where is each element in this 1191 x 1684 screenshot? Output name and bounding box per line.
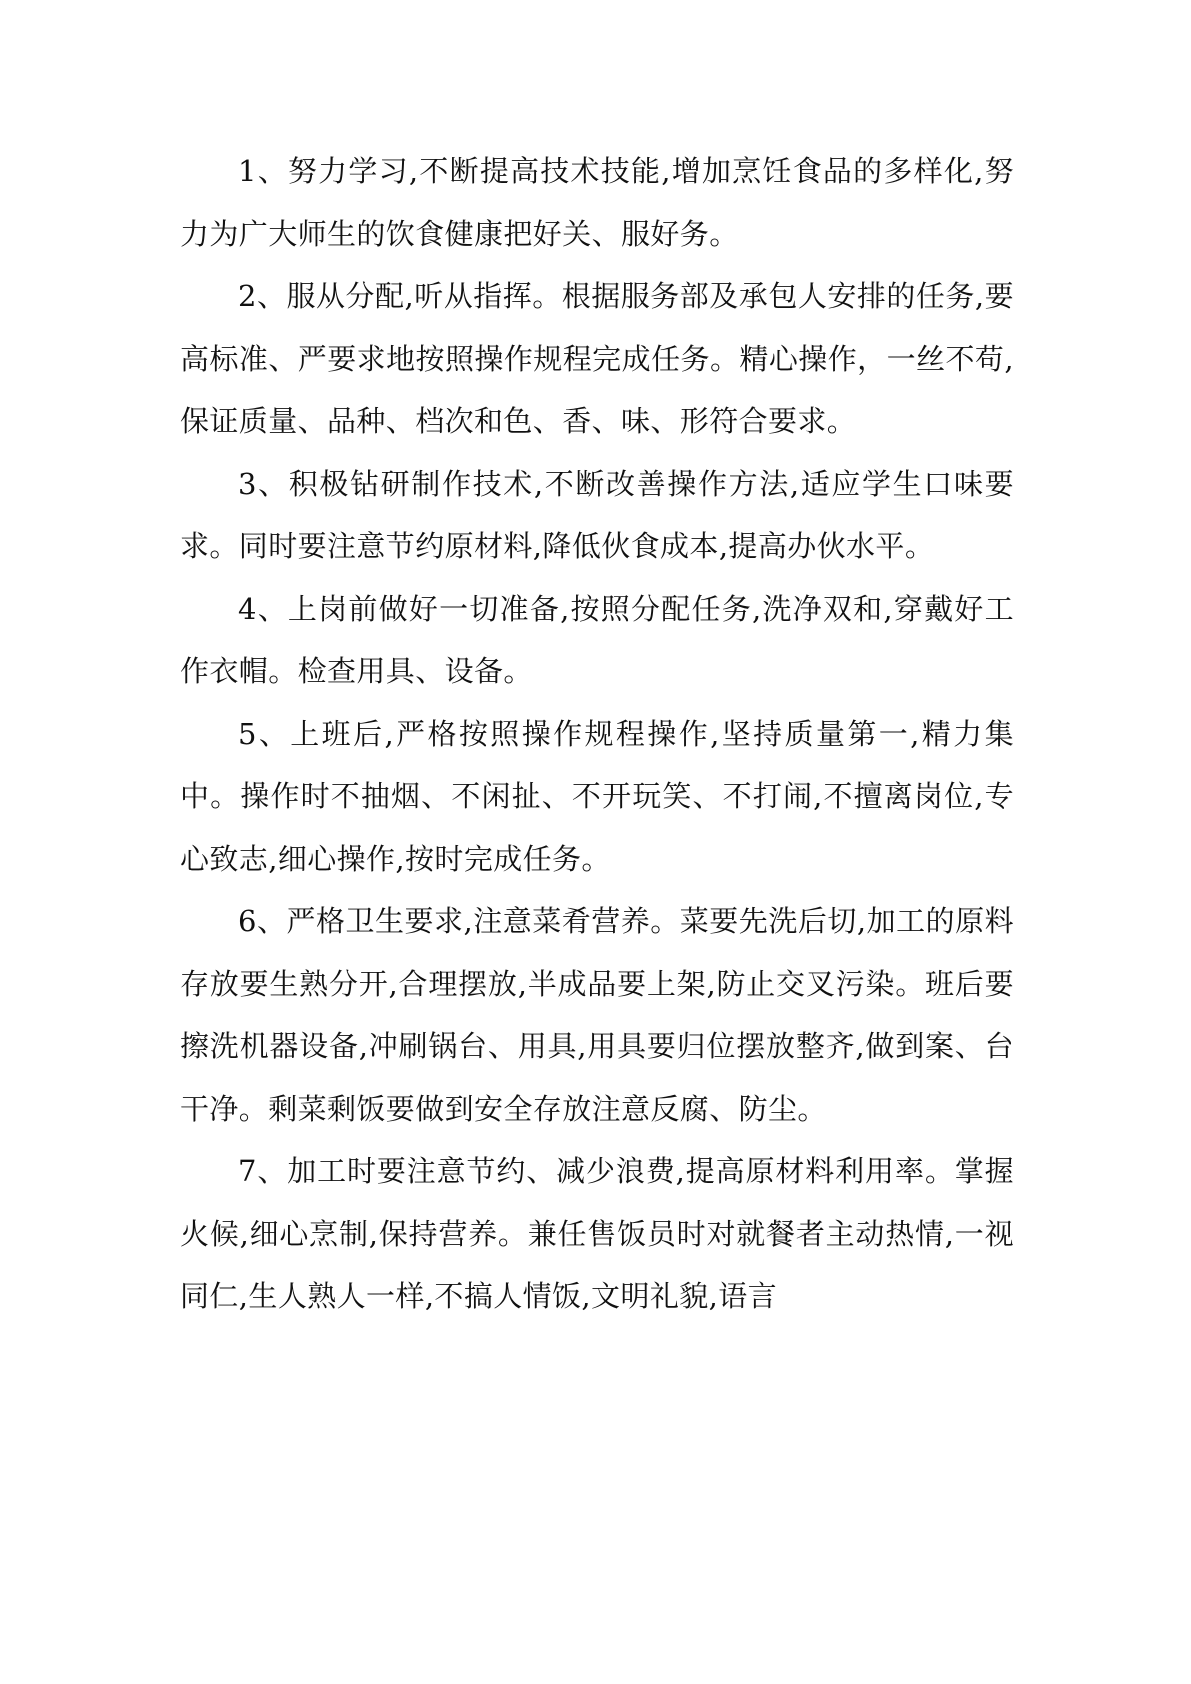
paragraph-2: 2、服从分配,听从指挥。根据服务部及承包人安排的任务,要高标准、严要求地按照操作规程完成任务。精心操作，一丝不苟,保证质量、品种、档次和色、香、味、形符合要求。: [180, 279, 1014, 438]
paragraph-4: 4、上岗前做好一切准备,按照分配任务,洗净双和,穿戴好工作衣帽。检查用具、设备。: [180, 591, 1014, 688]
paragraph-7: 7、加工时要注意节约、减少浪费,提高原材料利用率。掌握火候,细心烹制,保持营养。兼任售饭员时对就餐者主动热情,一视同仁,生人熟人一样,不搞人情饭,文明礼貌,语言: [180, 1154, 1014, 1313]
paragraph-6: 6、严格卫生要求,注意菜肴营养。菜要先洗后切,加工的原料存放要生熟分开,合理摆放,半成品要上架,防止交叉污染。班后要擦洗机器设备,冲刷锅台、用具,用具要归位摆放整齐,做到案、台干净。剩菜剩饭要做到安全存放注意反腐、防尘。: [180, 904, 1014, 1126]
document-body: [180, 140, 1014, 1328]
paragraph-5: 5、上班后,严格按照操作规程操作,坚持质量第一,精力集中。操作时不抽烟、不闲扯、不开玩笑、不打闹,不擅离岗位,专心致志,细心操作,按时完成任务。: [180, 716, 1014, 876]
paragraph-1: 1、努力学习,不断提高技术技能,增加烹饪食品的多样化,努力为广大师生的饮食健康把好关、服好务。: [180, 154, 1014, 251]
paragraph-3: 3、积极钻研制作技术,不断改善操作方法,适应学生口味要求。同时要注意节约原材料,降低伙食成本,提高办伙水平。: [180, 466, 1014, 563]
